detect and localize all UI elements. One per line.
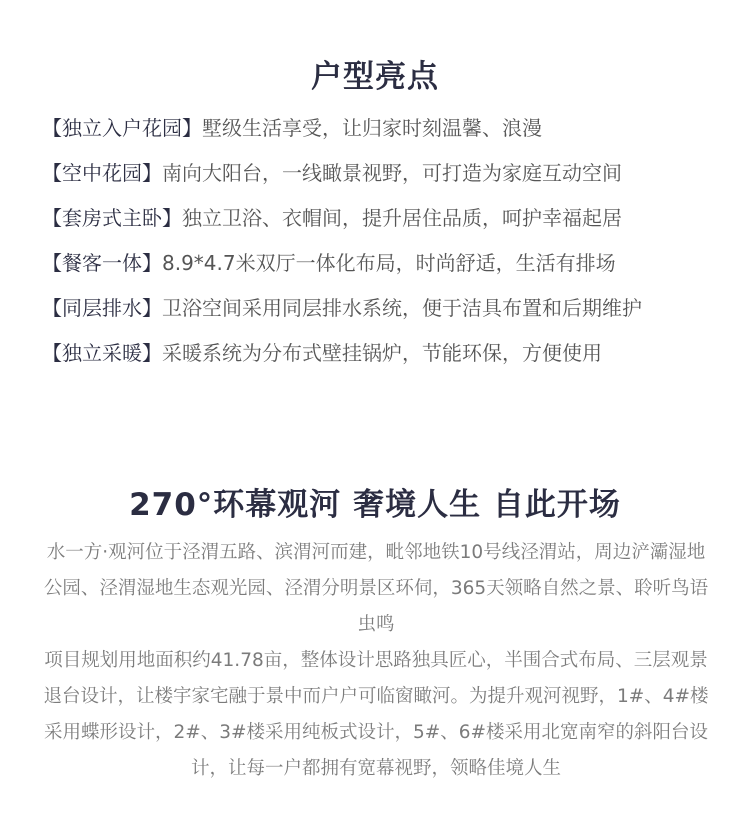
- highlight-description: 墅级生活享受，让归家时刻温馨、浪漫: [202, 116, 542, 140]
- highlight-description: 独立卫浴、衣帽间，提升居住品质，呵护幸福起居: [182, 206, 622, 230]
- project-intro: [40, 535, 712, 787]
- intro-paragraph-planning: 项目规划用地面积约41.78亩，整体设计思路独具匠心，半围合式布局、三层观景退台设计，让楼宇家宅融于景中而户户可临窗瞰河。为提升观河视野，1#、4#楼采用蝶形设计，2#、3#楼采用纯板式设计，5#、6#楼采用北宽南窄的斜阳台设计，让每一户都拥有宽幕视野，领略佳境人生: [43, 650, 709, 779]
- highlight-label: 【套房式主卧】: [42, 206, 182, 230]
- highlight-description: 8.9*4.7米双厅一体化布局，时尚舒适，生活有排场: [162, 251, 616, 275]
- highlight-item-master-suite: [42, 200, 732, 245]
- highlights-list: [42, 110, 732, 380]
- highlight-item-same-floor-drainage: [42, 290, 732, 335]
- highlight-description: 南向大阳台，一线瞰景视野，可打造为家庭互动空间: [162, 161, 622, 185]
- highlight-item-dining-living: [42, 245, 732, 290]
- highlight-label: 【餐客一体】: [42, 251, 162, 275]
- highlight-label: 【独立入户花园】: [42, 116, 202, 140]
- highlight-item-sky-garden: [42, 155, 732, 200]
- highlight-description: 卫浴空间采用同层排水系统，便于洁具布置和后期维护: [162, 296, 642, 320]
- highlight-label: 【空中花园】: [42, 161, 162, 185]
- highlight-label: 【同层排水】: [42, 296, 162, 320]
- highlight-item-independent-heating: [42, 335, 732, 380]
- highlight-label: 【独立采暖】: [42, 341, 162, 365]
- intro-paragraph-location: 水一方·观河位于泾渭五路、滨渭河而建，毗邻地铁10号线泾渭站，周边浐灞湿地公园、泾渭湿地生态观光园、泾渭分明景区环伺，365天领略自然之景、聆听鸟语虫鸣: [43, 542, 709, 635]
- highlight-item-entrance-garden: [42, 110, 732, 155]
- river-view-title: 270°环幕观河 奢境人生 自此开场: [129, 486, 621, 523]
- highlight-description: 采暖系统为分布式壁挂锅炉，节能环保，方便使用: [162, 341, 602, 365]
- unit-highlights-title: 户型亮点: [311, 58, 439, 95]
